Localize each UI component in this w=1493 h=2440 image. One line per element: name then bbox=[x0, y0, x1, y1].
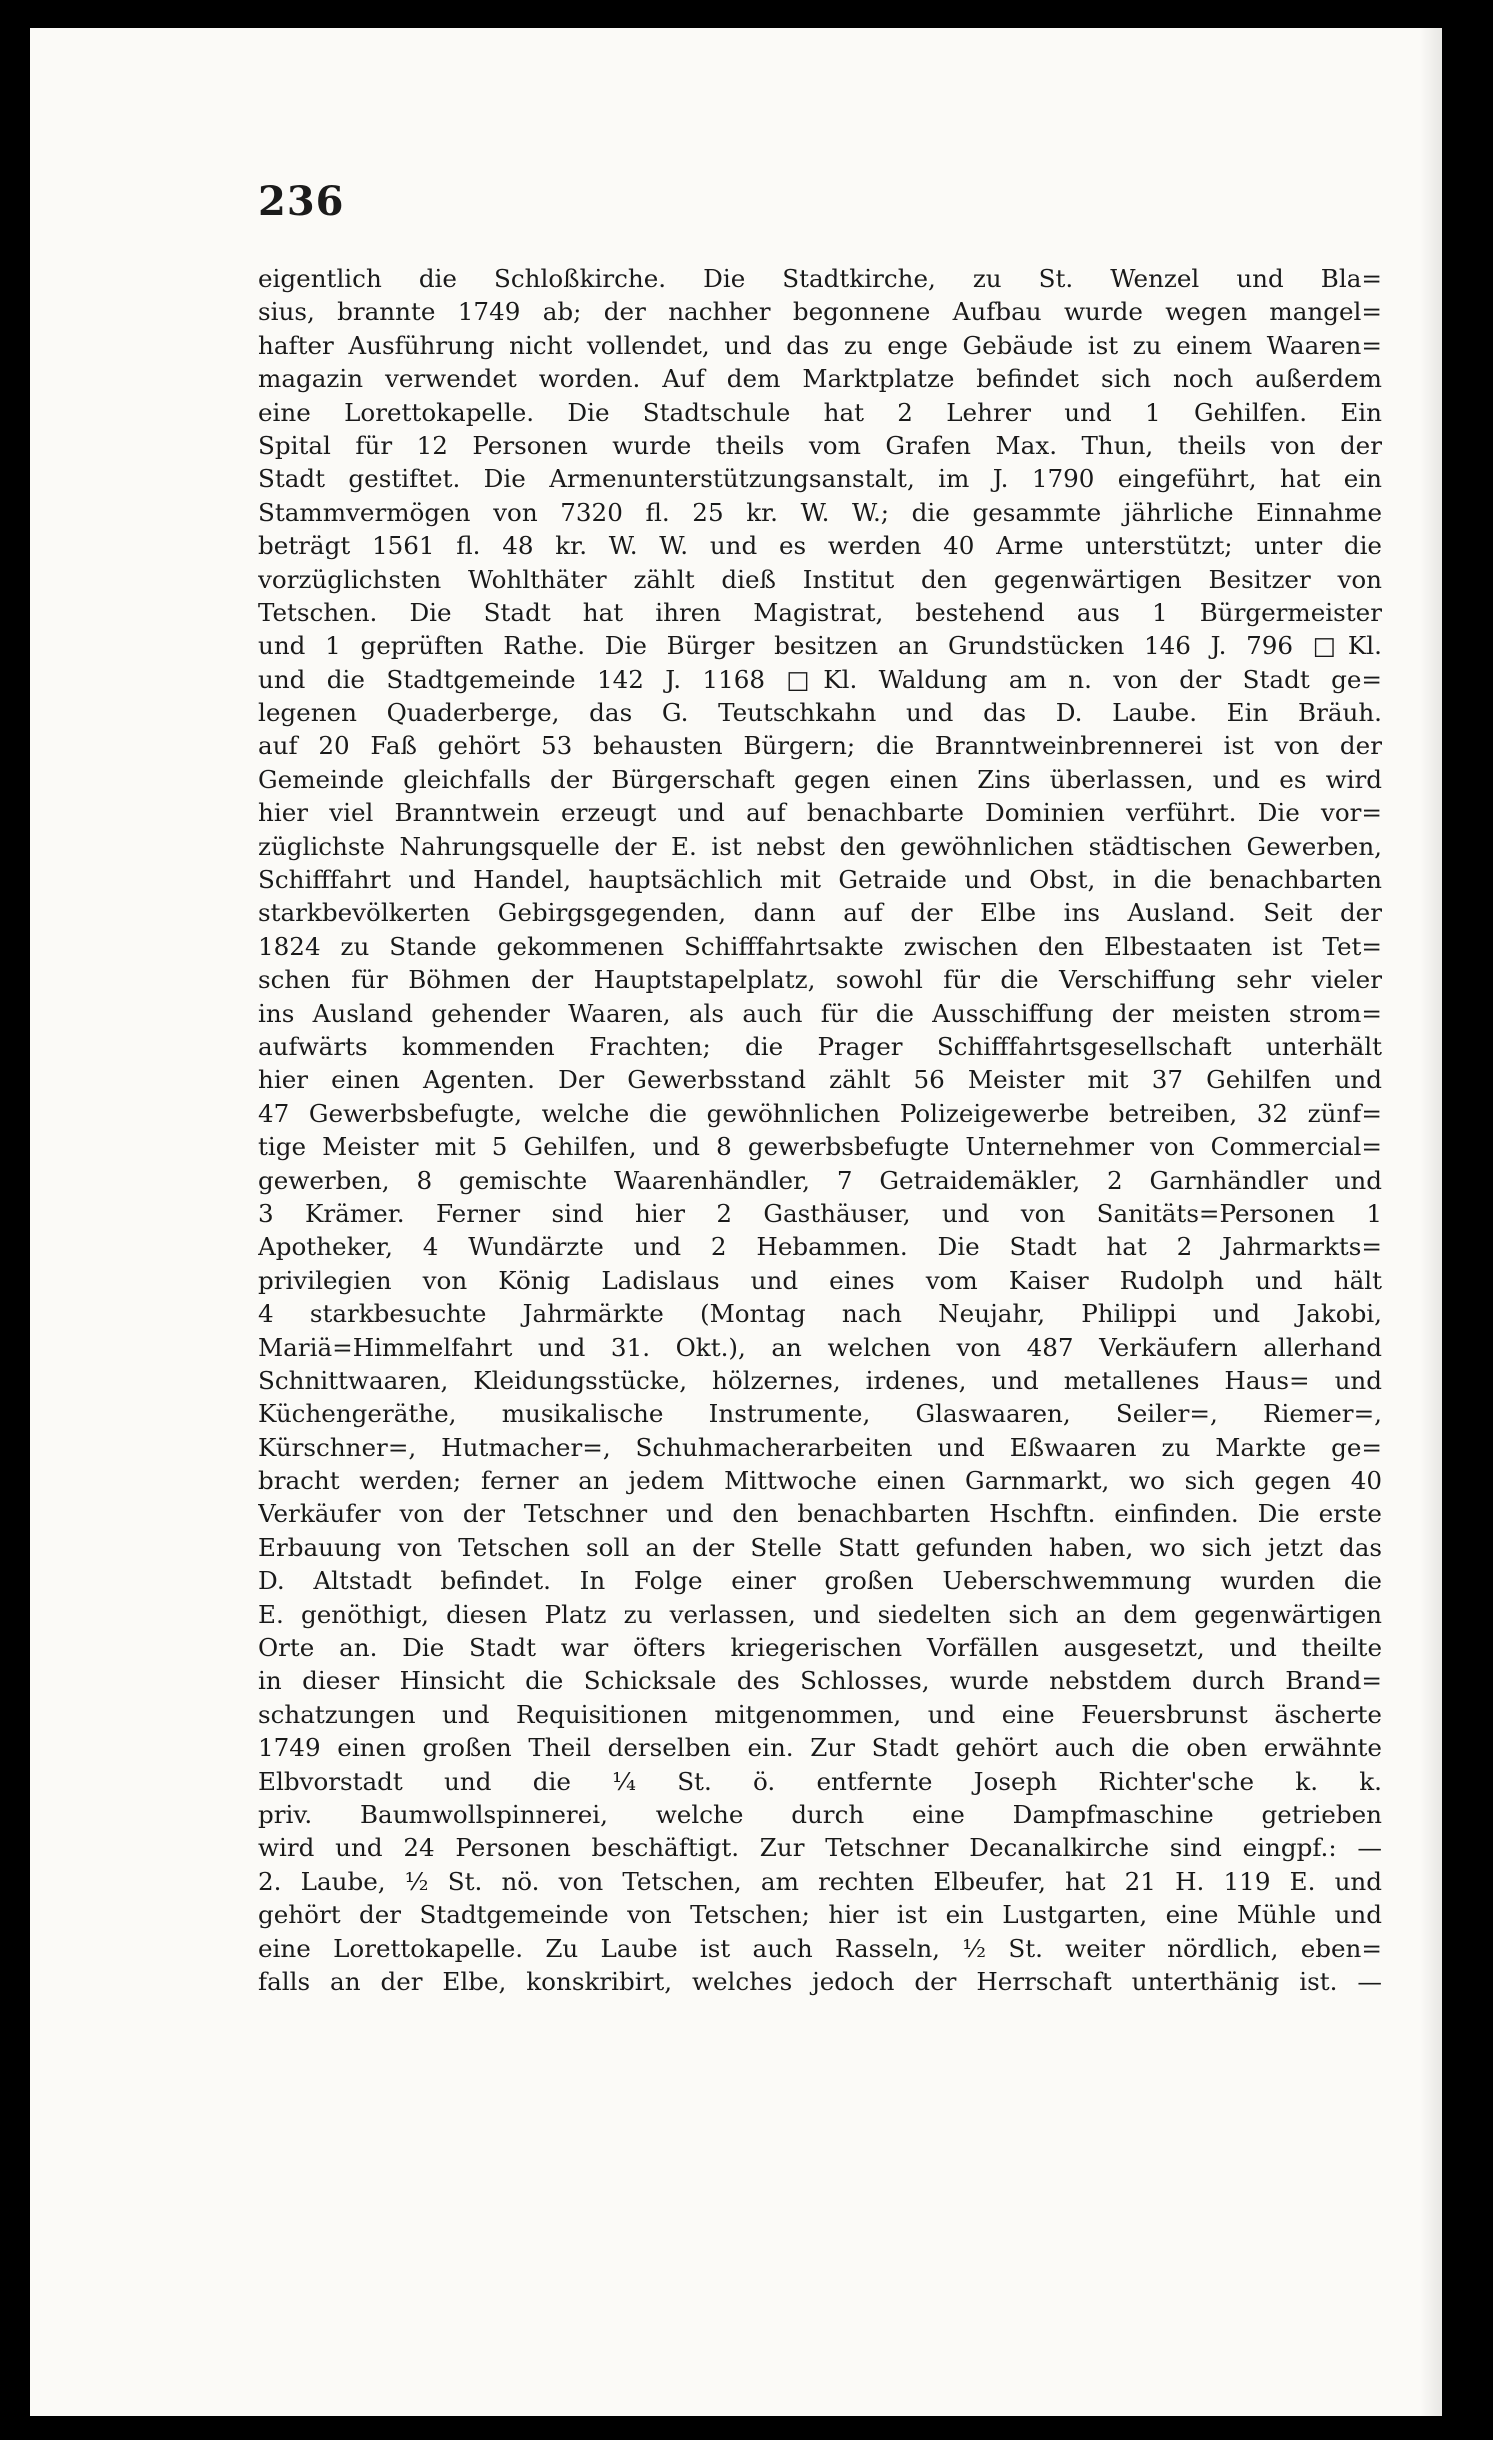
text-line: züglichste Nahrungsquelle der E. ist nebst den gewöhnlichen städtischen Gewerben, bbox=[258, 831, 1382, 861]
text-line: Stadt gestiftet. Die Armenunterstützungsanstalt, im J. 1790 eingeführt, hat ein bbox=[258, 464, 1382, 494]
text-line: 47 Gewerbsbefugte, welche die gewöhnlichen Polizeigewerbe betreiben, 32 zünf= bbox=[258, 1098, 1382, 1128]
text-line: 2. Laube, ½ St. nö. von Tetschen, am rechten Elbeufer, hat 21 H. 119 E. und bbox=[258, 1866, 1382, 1896]
text-line: E. genöthigt, diesen Platz zu verlassen, und siedelten sich an dem gegenwärtigen bbox=[258, 1599, 1382, 1629]
text-line: Schifffahrt und Handel, hauptsächlich mit Getraide und Obst, in die benachbarten bbox=[258, 865, 1382, 895]
text-line: priv. Baumwollspinnerei, welche durch eine Dampfmaschine getrieben bbox=[258, 1799, 1382, 1829]
text-line: auf 20 Faß gehört 53 behausten Bürgern; die Branntweinbrennerei ist von der bbox=[258, 731, 1382, 761]
text-line: in dieser Hinsicht die Schicksale des Schlosses, wurde nebstdem durch Brand= bbox=[258, 1666, 1382, 1696]
text-line: Elbvorstadt und die ¼ St. ö. entfernte Joseph Richter'sche k. k. bbox=[258, 1766, 1382, 1796]
text-line: falls an der Elbe, konskribirt, welches jedoch der Herrschaft unterthänig ist. — bbox=[258, 1966, 1382, 1996]
text-line: Tetschen. Die Stadt hat ihren Magistrat, bestehend aus 1 Bürgermeister bbox=[258, 597, 1382, 627]
text-line: Orte an. Die Stadt war öfters kriegerischen Vorfällen ausgesetzt, und theilte bbox=[258, 1633, 1382, 1663]
text-line: tige Meister mit 5 Gehilfen, und 8 gewerbsbefugte Unternehmer von Commercial= bbox=[258, 1132, 1382, 1162]
text-line: und 1 geprüften Rathe. Die Bürger besitzen an Grundstücken 146 J. 796 □Kl. bbox=[258, 631, 1382, 661]
text-line: wird und 24 Personen beschäftigt. Zur Tetschner Decanalkirche sind eingpf.: — bbox=[258, 1833, 1382, 1863]
text-line: eine Lorettokapelle. Die Stadtschule hat 2 Lehrer und 1 Gehilfen. Ein bbox=[258, 397, 1382, 427]
text-line: 1824 zu Stande gekommenen Schifffahrtsakte zwischen den Elbestaaten ist Tet= bbox=[258, 931, 1382, 961]
text-line: schen für Böhmen der Hauptstapelplatz, sowohl für die Verschiffung sehr vieler bbox=[258, 965, 1382, 995]
page-number: 236 bbox=[258, 178, 345, 225]
text-line: gehört der Stadtgemeinde von Tetschen; hier ist ein Lustgarten, eine Mühle und bbox=[258, 1900, 1382, 1930]
text-line: starkbevölkerten Gebirgsgegenden, dann auf der Elbe ins Ausland. Seit der bbox=[258, 898, 1382, 928]
text-line: Kürschner=, Hutmacher=, Schuhmacherarbeiten und Eßwaaren zu Markte ge= bbox=[258, 1432, 1382, 1462]
text-line: eigentlich die Schloßkirche. Die Stadtkirche, zu St. Wenzel und Bla= bbox=[258, 264, 1382, 293]
text-line: schatzungen und Requisitionen mitgenommen, und eine Feuersbrunst äscherte bbox=[258, 1699, 1382, 1729]
text-line: Schnittwaaren, Kleidungsstücke, hölzernes, irdenes, und metallenes Haus= und bbox=[258, 1365, 1382, 1395]
text-line: 3 Krämer. Ferner sind hier 2 Gasthäuser, und von Sanitäts=Personen 1 bbox=[258, 1198, 1382, 1228]
text-line: eine Lorettokapelle. Zu Laube ist auch Rasseln, ½ St. weiter nördlich, eben= bbox=[258, 1933, 1382, 1963]
text-line: magazin verwendet worden. Auf dem Marktplatze befindet sich noch außerdem bbox=[258, 364, 1382, 394]
text-line: aufwärts kommenden Frachten; die Prager Schifffahrtsgesellschaft unterhält bbox=[258, 1031, 1382, 1061]
text-line: Mariä=Himmelfahrt und 31. Okt.), an welchen von 487 Verkäufern allerhand bbox=[258, 1332, 1382, 1362]
text-line: hier einen Agenten. Der Gewerbsstand zählt 56 Meister mit 37 Gehilfen und bbox=[258, 1065, 1382, 1095]
text-line: hafter Ausführung nicht vollendet, und das zu enge Gebäude ist zu einem Waaren= bbox=[258, 330, 1382, 360]
text-line: ins Ausland gehender Waaren, als auch für die Ausschiffung der meisten strom= bbox=[258, 998, 1382, 1028]
text-line: 4 starkbesuchte Jahrmärkte (Montag nach Neujahr, Philippi und Jakobi, bbox=[258, 1299, 1382, 1329]
text-line: und die Stadtgemeinde 142 J. 1168 □Kl. Waldung am n. von der Stadt ge= bbox=[258, 664, 1382, 694]
text-line: Gemeinde gleichfalls der Bürgerschaft gegen einen Zins überlassen, und es wird bbox=[258, 764, 1382, 794]
text-line: legenen Quaderberge, das G. Teutschkahn und das D. Laube. Ein Bräuh. bbox=[258, 698, 1382, 728]
text-line: Spital für 12 Personen wurde theils vom Grafen Max. Thun, theils von der bbox=[258, 430, 1382, 460]
text-line: bracht werden; ferner an jedem Mittwoche einen Garnmarkt, wo sich gegen 40 bbox=[258, 1466, 1382, 1496]
text-line: vorzüglichsten Wohlthäter zählt dieß Institut den gegenwärtigen Besitzer von bbox=[258, 564, 1382, 594]
body-text bbox=[258, 262, 1382, 1998]
text-line: Erbauung von Tetschen soll an der Stelle Statt gefunden haben, wo sich jetzt das bbox=[258, 1532, 1382, 1562]
text-line: Apotheker, 4 Wundärzte und 2 Hebammen. Die Stadt hat 2 Jahrmarkts= bbox=[258, 1232, 1382, 1262]
text-line: 1749 einen großen Theil derselben ein. Zur Stadt gehört auch die oben erwähnte bbox=[258, 1733, 1382, 1763]
text-line: privilegien von König Ladislaus und eines vom Kaiser Rudolph und hält bbox=[258, 1265, 1382, 1295]
text-line: Küchengeräthe, musikalische Instrumente, Glaswaaren, Seiler=, Riemer=, bbox=[258, 1399, 1382, 1429]
text-line: hier viel Branntwein erzeugt und auf benachbarte Dominien verführt. Die vor= bbox=[258, 798, 1382, 828]
text-line: gewerben, 8 gemischte Waarenhändler, 7 Getraidemäkler, 2 Garnhändler und bbox=[258, 1165, 1382, 1195]
text-line: beträgt 1561 fl. 48 kr. W. W. und es werden 40 Arme unterstützt; unter die bbox=[258, 531, 1382, 561]
text-line: Stammvermögen von 7320 fl. 25 kr. W. W.; die gesammte jährliche Einnahme bbox=[258, 497, 1382, 527]
text-line: Verkäufer von der Tetschner und den benachbarten Hschftn. einfinden. Die erste bbox=[258, 1499, 1382, 1529]
text-line: D. Altstadt befindet. In Folge einer großen Ueberschwemmung wurden die bbox=[258, 1566, 1382, 1596]
text-line: sius, brannte 1749 ab; der nachher begonnene Aufbau wurde wegen mangel= bbox=[258, 297, 1382, 327]
